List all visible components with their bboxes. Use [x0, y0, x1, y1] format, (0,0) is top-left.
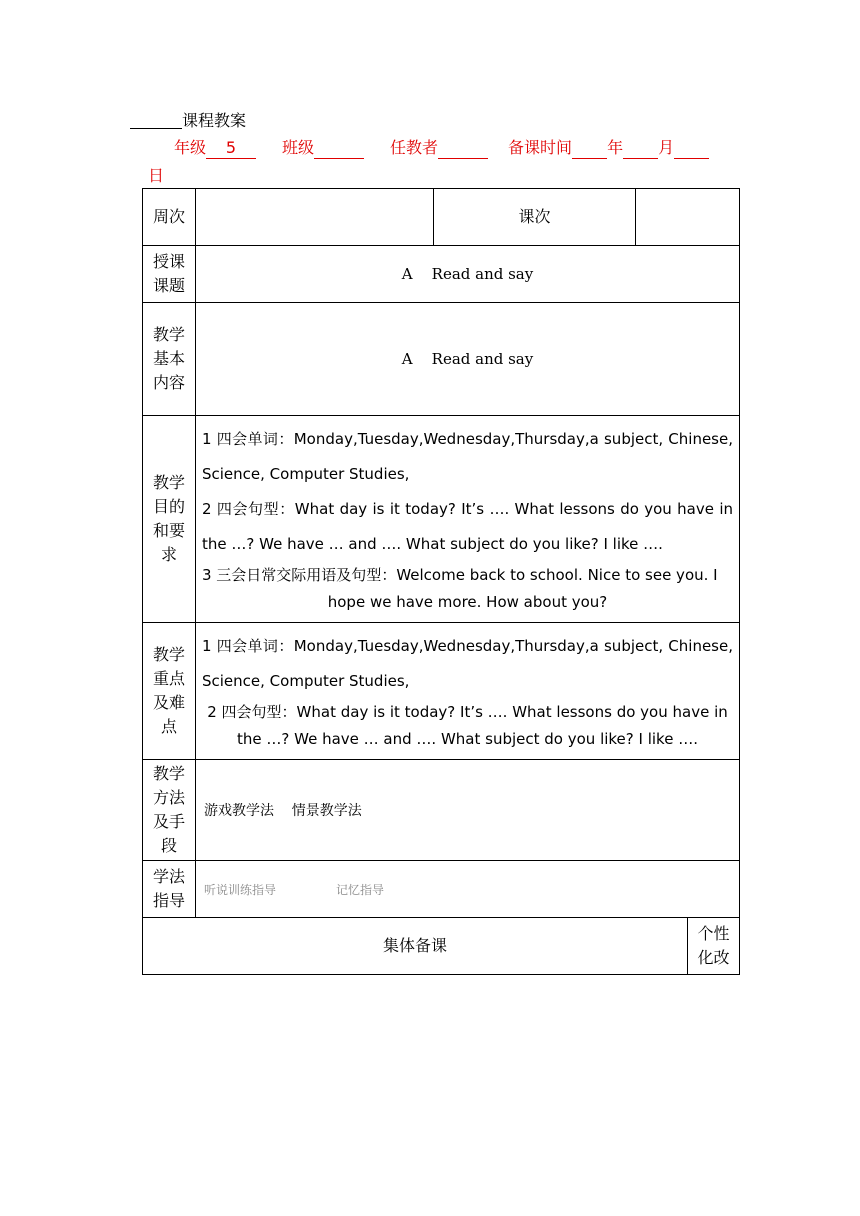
basic-content-label: 教学基本内容	[143, 303, 196, 416]
page-title	[130, 108, 246, 131]
objectives-label: 教学目的和要求	[143, 416, 196, 623]
header-meta	[148, 134, 748, 190]
title-text: 课程教案	[182, 111, 247, 130]
topic-label: 授课课题	[143, 246, 196, 303]
year-label: 年	[607, 138, 624, 157]
key-point-item: 2 四会句型：What day is it today? It’s …. What lessons do you have in	[207, 703, 728, 721]
day-label: 日	[148, 166, 165, 185]
month-label: 月	[658, 138, 675, 157]
row-guidance	[143, 861, 740, 918]
key-points-label: 教学重点及难点	[143, 623, 196, 760]
lesson-no-value[interactable]	[636, 189, 740, 246]
row-key-points	[143, 623, 740, 760]
teacher-field[interactable]	[438, 138, 488, 159]
topic-value[interactable]: A Read and say	[196, 246, 740, 303]
guidance-value[interactable]	[196, 861, 740, 918]
methods-value[interactable]: 游戏教学法 情景教学法	[196, 760, 740, 861]
key-points-value[interactable]	[196, 623, 740, 760]
objective-item: 1 四会单词：Monday,Tuesday,Wednesday,Thursday,a subject, Chinese, Science, Computer Studies,	[202, 430, 733, 483]
objectives-value[interactable]	[196, 416, 740, 623]
guidance-item: 记忆指导	[336, 883, 385, 897]
methods-label: 教学方法及手段	[143, 760, 196, 861]
objective-item: 3 三会日常交际用语及句型：Welcome back to school. Nice to see you. I	[202, 566, 718, 584]
week-label: 周次	[143, 189, 196, 246]
row-week	[143, 189, 740, 246]
row-objectives	[143, 416, 740, 623]
row-topic	[143, 246, 740, 303]
objective-item: 2 四会句型：What day is it today? It’s …. What lessons do you have in the …? We have … and …. What subject do you like? I like ….	[202, 500, 733, 553]
class-label: 班级	[282, 138, 315, 157]
key-point-item: 1 四会单词：Monday,Tuesday,Wednesday,Thursday,a subject, Chinese, Science, Computer Studies,	[202, 637, 733, 690]
lesson-no-label: 课次	[434, 189, 636, 246]
lesson-plan-table	[142, 188, 740, 975]
teacher-label: 任教者	[390, 138, 439, 157]
week-value[interactable]	[196, 189, 434, 246]
month-field[interactable]	[623, 138, 658, 159]
row-basic-content	[143, 303, 740, 416]
row-collective	[143, 918, 740, 975]
day-field[interactable]	[674, 138, 709, 159]
grade-field[interactable]: 5	[206, 138, 256, 159]
guidance-item: 听说训练指导	[204, 883, 277, 897]
title-blank[interactable]	[130, 113, 182, 129]
row-methods	[143, 760, 740, 861]
basic-content-value[interactable]: A Read and say	[196, 303, 740, 416]
personal-label: 个性化改	[688, 918, 740, 975]
objective-item: hope we have more. How about you?	[327, 593, 608, 611]
collective-label: 集体备课	[143, 918, 688, 975]
grade-label: 年级	[174, 138, 207, 157]
guidance-label: 学法指导	[143, 861, 196, 918]
class-field[interactable]	[314, 138, 364, 159]
key-point-item: the …? We have … and …. What subject do you like? I like ….	[237, 730, 698, 748]
year-field[interactable]	[572, 138, 607, 159]
prep-time-label: 备课时间	[508, 138, 573, 157]
